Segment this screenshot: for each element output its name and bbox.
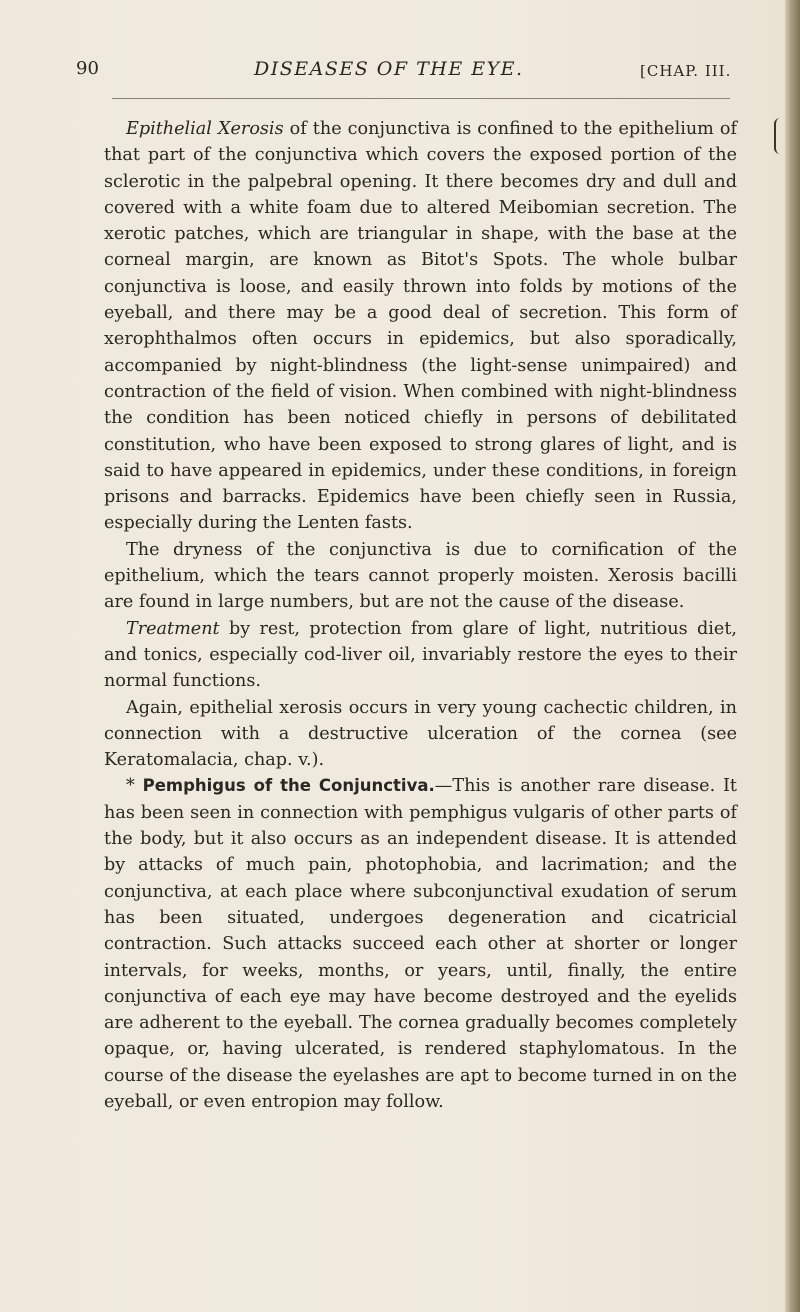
header-rule [112,98,730,99]
section-title-pemphigus: Pemphigus of the Conjunctiva. [142,776,435,796]
treatment-label: Treatment [126,618,220,639]
body-text [104,116,737,1115]
paragraph-body: by rest, protection from glare of light, nutritious diet, and tonics, especially cod-liver oil, invariably restore the eyes to their normal functions. [104,618,737,692]
paragraph-body: —This is another rare disease. It has been seen in connection with pemphigus vulgaris of other parts of the body, but it also occurs as an independent disease. It is attended by attacks of much pain, photophobia, and lacrimation; and the conjunctiva, at each place where subconjunctival exudation of serum has been situated, undergoes degeneration and cicatricial contraction. Such attacks succeed each other at shorter or longer intervals, for weeks, months, or years, until, finally, the entire conjunctiva of each eye may have become destroyed and the eyelids are adherent to the eyeball. The cornea gradually becomes completely opaque, or, having ulcerated, is rendered staphylomatous. In the course of the disease the eyelashes are apt to become turned in on the eyeball, or even entropion may follow. [104,776,737,1112]
paragraph-pemphigus [104,773,737,1115]
page-number: 90 [76,58,99,79]
paragraph-body: of the conjunctiva is confined to the epithelium of that part of the conjunctiva which covers the exposed portion of the sclerotic in the palpebral opening. It there becomes dry and dull and covered with a white foam due to altered Meibomian secretion. The xerotic patches, which are triangular in shape, with the base at the corneal margin, are known as Bitot's Spots. The whole bulbar conjunctiva is loose, and easily thrown into folds by motions of the eyeball, and there may be a good deal of secretion. This form of xerophthalmos often occurs in epidemics, but also sporadically, accompanied by night-blindness (the light-sense unimpaired) and contraction of the field of vision. When combined with night-blindness the condition has been noticed chiefly in persons of debilitated constitution, who have been exposed to strong glares of light, and is said to have appeared in epidemics, under these conditions, in foreign prisons and barracks. Epidemics have been chiefly seen in Russia, especially during the Lenten fasts. [104,119,737,534]
asterisk-marker: * [126,776,143,797]
section-title-epithelial-xerosis: Epithelial Xerosis [126,119,284,139]
paragraph-treatment [104,616,737,695]
paragraph-epithelial-xerosis [104,116,737,537]
page-edge [785,0,800,1312]
edge-bracket-mark [774,118,786,154]
paragraph-dryness: The dryness of the conjunctiva is due to cornification of the epithelium, which the tears cannot properly moisten. Xerosis bacilli are found in large numbers, but are not the cause of the disease. [104,539,737,613]
paragraph-again: Again, epithelial xerosis occurs in very young cachectic children, in connection with a destructive ulceration of the cornea (see Keratomalacia, chap. v.). [104,697,737,771]
page-header [76,58,736,86]
running-title: DISEASES OF THE EYE. [254,58,524,80]
chapter-reference: [CHAP. III. [640,62,732,80]
